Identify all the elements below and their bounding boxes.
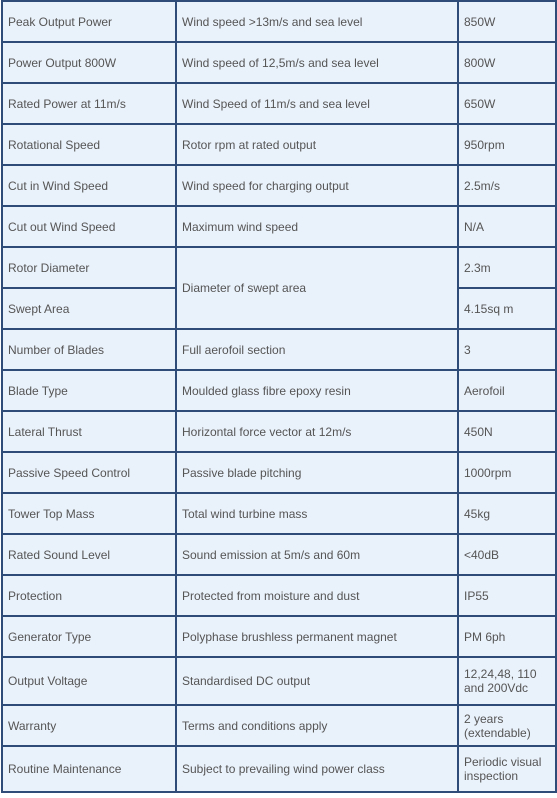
- description-cell: Full aerofoil section: [176, 329, 458, 370]
- param-cell: Rotational Speed: [2, 124, 176, 165]
- description-cell: Sound emission at 5m/s and 60m: [176, 534, 458, 575]
- table-row: [2, 534, 556, 575]
- param-cell: Blade Type: [2, 370, 176, 411]
- value-cell: 800W: [458, 42, 556, 83]
- value-cell: 450N: [458, 411, 556, 452]
- value-cell: 12,24,48, 110 and 200Vdc: [458, 657, 556, 705]
- param-cell: Rated Power at 11m/s: [2, 83, 176, 124]
- spec-table: [1, 0, 557, 793]
- table-row: [2, 411, 556, 452]
- param-cell: Routine Maintenance: [2, 746, 176, 792]
- description-cell: Standardised DC output: [176, 657, 458, 705]
- table-row: [2, 616, 556, 657]
- param-cell: Peak Output Power: [2, 1, 176, 42]
- value-cell: 4.15sq m: [458, 288, 556, 329]
- description-cell: Polyphase brushless permanent magnet: [176, 616, 458, 657]
- param-cell: Tower Top Mass: [2, 493, 176, 534]
- value-cell: N/A: [458, 206, 556, 247]
- table-row: [2, 493, 556, 534]
- description-cell: Terms and conditions apply: [176, 705, 458, 746]
- description-cell: Wind speed of 12,5m/s and sea level: [176, 42, 458, 83]
- description-cell: Wind speed for charging output: [176, 165, 458, 206]
- description-cell-merged: Diameter of swept area: [176, 247, 458, 329]
- param-cell: Warranty: [2, 705, 176, 746]
- param-cell: Passive Speed Control: [2, 452, 176, 493]
- value-cell: 2.3m: [458, 247, 556, 288]
- description-cell: Total wind turbine mass: [176, 493, 458, 534]
- param-cell: Lateral Thrust: [2, 411, 176, 452]
- param-cell: Swept Area: [2, 288, 176, 329]
- table-row: [2, 124, 556, 165]
- description-cell: Wind Speed of 11m/s and sea level: [176, 83, 458, 124]
- table-row: [2, 83, 556, 124]
- value-cell: 950rpm: [458, 124, 556, 165]
- value-cell: Periodic visual inspection: [458, 746, 556, 792]
- table-row: [2, 657, 556, 705]
- table-row: [2, 452, 556, 493]
- value-cell: 850W: [458, 1, 556, 42]
- table-row: [2, 1, 556, 42]
- value-cell: 1000rpm: [458, 452, 556, 493]
- param-cell: Power Output 800W: [2, 42, 176, 83]
- spec-table-body: [2, 1, 556, 792]
- description-cell: Subject to prevailing wind power class: [176, 746, 458, 792]
- table-row: [2, 329, 556, 370]
- table-row: [2, 370, 556, 411]
- param-cell: Rotor Diameter: [2, 247, 176, 288]
- param-cell: Generator Type: [2, 616, 176, 657]
- description-cell: Rotor rpm at rated output: [176, 124, 458, 165]
- description-cell: Moulded glass fibre epoxy resin: [176, 370, 458, 411]
- value-cell: 2.5m/s: [458, 165, 556, 206]
- value-cell: Aerofoil: [458, 370, 556, 411]
- table-row: [2, 42, 556, 83]
- value-cell: 2 years (extendable): [458, 705, 556, 746]
- description-cell: Passive blade pitching: [176, 452, 458, 493]
- param-cell: Number of Blades: [2, 329, 176, 370]
- value-cell: <40dB: [458, 534, 556, 575]
- table-row: [2, 705, 556, 746]
- description-cell: Maximum wind speed: [176, 206, 458, 247]
- value-cell: IP55: [458, 575, 556, 616]
- param-cell: Protection: [2, 575, 176, 616]
- table-row: [2, 206, 556, 247]
- table-row: [2, 746, 556, 792]
- description-cell: Horizontal force vector at 12m/s: [176, 411, 458, 452]
- table-row: [2, 165, 556, 206]
- value-cell: 45kg: [458, 493, 556, 534]
- param-cell: Rated Sound Level: [2, 534, 176, 575]
- param-cell: Cut out Wind Speed: [2, 206, 176, 247]
- param-cell: Cut in Wind Speed: [2, 165, 176, 206]
- value-cell: 3: [458, 329, 556, 370]
- value-cell: 650W: [458, 83, 556, 124]
- param-cell: Output Voltage: [2, 657, 176, 705]
- description-cell: Wind speed >13m/s and sea level: [176, 1, 458, 42]
- value-cell: PM 6ph: [458, 616, 556, 657]
- description-cell: Protected from moisture and dust: [176, 575, 458, 616]
- table-row: [2, 575, 556, 616]
- table-row: [2, 247, 556, 288]
